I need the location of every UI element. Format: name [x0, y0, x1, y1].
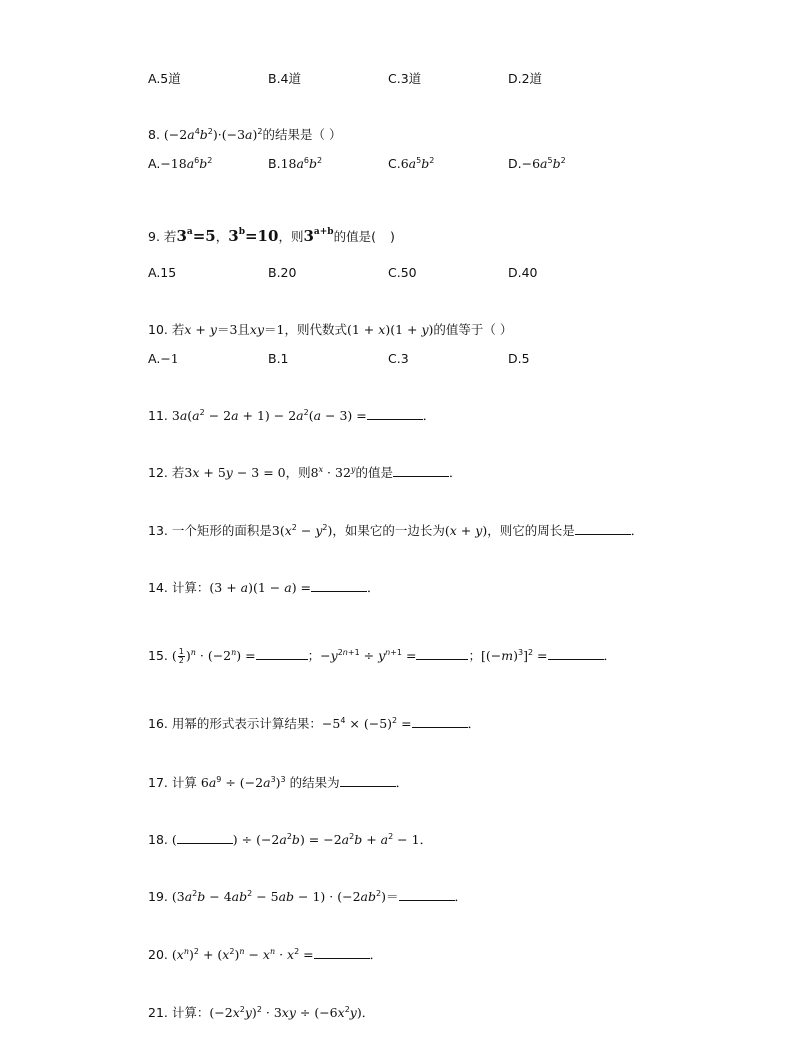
answer-blank	[575, 523, 631, 535]
answer-blank	[399, 889, 455, 901]
q8-option-a: $A.-18a^6b^2$	[148, 156, 213, 171]
q9-option-b: B.20	[268, 265, 297, 280]
q9-option-c: C.50	[388, 265, 417, 280]
question-number: 13.	[148, 523, 168, 538]
question-8-stem: 的结果是（ ）	[262, 127, 342, 142]
answer-blank	[393, 465, 449, 477]
question-14: 14. 计算：(3 + a)(1 − a) = ．	[148, 580, 380, 595]
q10-option-d: D.5	[508, 351, 530, 366]
question-number: 16.	[148, 716, 168, 731]
answer-blank	[416, 648, 468, 660]
question-9: 9. 若$3^a=5$，$3^b=10$，则$3^{a+b}$的值是( )	[148, 227, 395, 245]
q8-option-c: $C.6a^5b^2$	[388, 156, 435, 171]
question-11: 11. $3a(a^2 - 2a + 1) - 2a^2(a - 3)$ = ．	[148, 408, 436, 423]
answer-blank	[367, 408, 423, 420]
q10-option-b: B.1	[268, 351, 289, 366]
answer-blank	[340, 775, 396, 787]
answer-blank	[256, 648, 308, 660]
q7-option-d: D.2道	[508, 71, 543, 86]
question-8-expression: $(-2a^4b^2)\cdot(-3a)^2$	[163, 127, 263, 142]
question-13: 13. 一个矩形的面积是$3(x^2 - y^2)$，如果它的一边长为(x + y)，则它的周长是 ．	[148, 523, 644, 538]
answer-blank	[311, 580, 367, 592]
q10-option-a: A.−1	[148, 351, 179, 366]
question-number: 18.	[148, 832, 168, 847]
answer-blank	[548, 648, 604, 660]
question-number: 21.	[148, 1005, 168, 1020]
question-15: 15. ( $\frac{1}{2}$ )$^n \cdot (-2^n)$ = ；$-y^{2n+1} \div y^{n+1}$ = ；$[(-m)^3]^2$ = ．	[148, 647, 617, 665]
question-number: 17.	[148, 775, 168, 790]
q9-option-a: A.15	[148, 265, 177, 280]
q8-option-b: $B.18a^6b^2$	[268, 156, 323, 171]
answer-blank	[177, 832, 233, 844]
question-10: 10. 若x + y＝3且xy＝1，则代数式(1 + x)(1 + y)的值等于（ ）	[148, 322, 513, 337]
question-21: 21. 计算：$(-2x^2y)^2 \cdot 3xy \div (-6x^2y)$．	[148, 1005, 375, 1020]
q7-option-b: B.4道	[268, 71, 302, 86]
question-18: 18. ( ) ÷ $(-2a^2b) = -2a^2b + a^2 - 1$．	[148, 832, 433, 847]
question-number: 8.	[148, 127, 160, 142]
question-number: 10.	[148, 322, 168, 337]
question-20: 20. $(x^n)^2 + (x^2)^n - x^n \cdot x^2$ = ．	[148, 947, 383, 962]
answer-blank	[314, 947, 370, 959]
question-number: 15.	[148, 648, 168, 663]
question-number: 20.	[148, 947, 168, 962]
q8-option-d: $D.-6a^5b^2$	[508, 156, 566, 171]
question-number: 11.	[148, 408, 168, 423]
question-number: 14.	[148, 580, 168, 595]
question-number: 19.	[148, 889, 168, 904]
question-12: 12. 若3x + 5y − 3 = 0，则$8^x \cdot 32^y$的值是 ．	[148, 465, 462, 480]
q9-option-d: D.40	[508, 265, 538, 280]
question-19: 19. $(3a^2b - 4ab^2 - 5ab - 1) \cdot (-2ab^2)=$ ．	[148, 889, 468, 904]
question-number: 9.	[148, 229, 160, 244]
q10-option-c: C.3	[388, 351, 409, 366]
q7-option-c: C.3道	[388, 71, 422, 86]
q7-option-a: A.5道	[148, 71, 181, 86]
question-17: 17. 计算 $6a^9 \div (-2a^3)^3$ 的结果为 ．	[148, 775, 409, 790]
question-number: 12.	[148, 465, 168, 480]
answer-blank	[412, 716, 468, 728]
question-8	[148, 127, 341, 143]
question-16: 16. 用幂的形式表示计算结果：$-5^4 \times (-5)^2$ = ．	[148, 716, 481, 731]
